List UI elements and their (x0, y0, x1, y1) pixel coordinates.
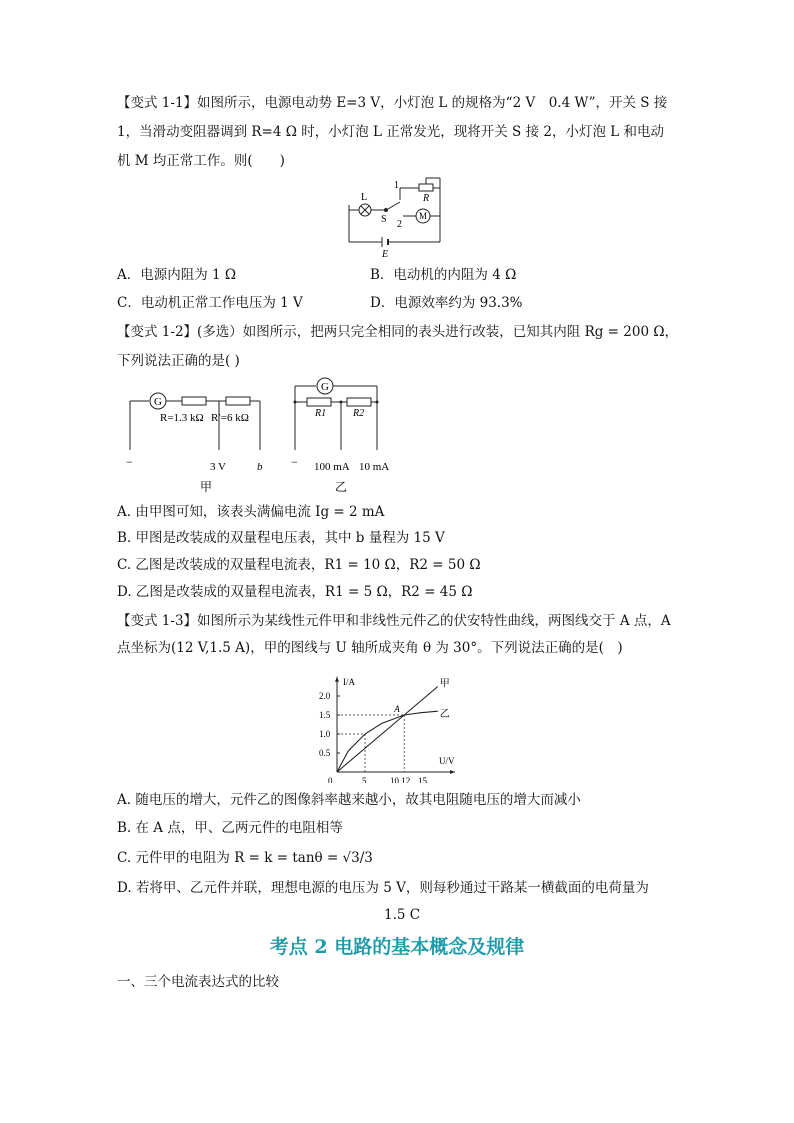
y-tick-label: 0.5 (319, 748, 331, 758)
label-L: L (361, 192, 368, 203)
series-label-1: 乙 (439, 709, 450, 721)
q1-option-a: A．电源内阻为 1 Ω (117, 267, 237, 283)
series-line-1 (337, 711, 438, 772)
label-2: 2 (397, 219, 402, 230)
q2-line2: 下列说法正确的是( ) (117, 353, 240, 369)
label-r-jia: R=1.3 kΩ (160, 412, 204, 424)
junction-dot (340, 401, 343, 404)
q3-option-a: A. 随电压的增大，元件乙的图像斜率越来越小，故其电阻随电压的增大而减小 (117, 792, 581, 808)
q1-line2: 1，当滑动变阻器调到 R=4 Ω 时，小灯泡 L 正常发光，现将开关 S 接 2，小灯泡 L 和电动 (117, 124, 665, 140)
label-S: S (381, 214, 387, 225)
label-R: R (423, 193, 430, 204)
y-tick-label: 1.0 (319, 729, 331, 739)
q2-line1: 【变式 1-2】(多选）如图所示，把两只完全相同的表头进行改装，已知其内阻 Rg = 200 Ω， (117, 324, 679, 340)
q3-option-b: B. 在 A 点，甲、乙两元件的电阻相等 (117, 820, 343, 836)
q2-option-a: A. 由甲图可知，该表头满偏电流 Ig = 2 mA (117, 504, 385, 520)
label-1: 1 (394, 180, 399, 191)
label-r1: R1 (315, 408, 327, 419)
x-axis-label: U/V (439, 756, 455, 766)
y-tick-label: 1.5 (319, 710, 331, 720)
label-3v: 3 V (210, 461, 226, 473)
label-r2-jia: R′=6 kΩ (211, 412, 249, 424)
y-tick-label: 2.0 (319, 691, 331, 701)
minus-jia: − (126, 455, 133, 469)
x-tick-label: 12 (401, 776, 411, 783)
point-a-label: A (394, 704, 400, 714)
q3-line2: 点坐标为(12 V,1.5 A)，甲的图线与 U 轴所成夹角 θ 为 30°。下列说法正确的是( ) (117, 640, 623, 656)
q1-option-d: D．电源效率约为 93.3% (370, 295, 523, 311)
label-M: M (419, 211, 428, 221)
q3-option-d: D. 若将甲、乙元件并联，理想电源的电压为 5 V，则每秒通过干路某一横截面的电荷量为 (117, 880, 649, 896)
section-subheading: 一、三个电流表达式的比较 (117, 974, 279, 990)
section-heading: 考点 2 电路的基本概念及规律 (269, 936, 525, 958)
x-tick-label: 5 (362, 776, 367, 783)
q3-line1: 【变式 1-3】如图所示为某线性元件甲和非线性元件乙的伏安特性曲线，两图线交于 A 点，A (117, 613, 671, 629)
x-tick-label: 10 (390, 776, 399, 783)
iv-characteristic-chart (315, 665, 475, 783)
label-100ma: 100 mA (314, 461, 350, 473)
q2-option-d: D. 乙图是改装成的双量程电流表，R1 = 5 Ω，R2 = 45 Ω (117, 584, 473, 600)
q1-line1: 【变式 1-1】如图所示，电源电动势 E=3 V，小灯泡 L 的规格为“2 V 0.4 W”，开关 S 接 (117, 95, 668, 111)
q1-line3: 机 M 均正常工作。则( ) (117, 153, 285, 169)
y-axis-label: I/A (343, 676, 355, 687)
q2-option-c: C. 乙图是改装成的双量程电流表，R1 = 10 Ω，R2 = 50 Ω (117, 557, 481, 573)
x-tick-label: 15 (418, 776, 427, 783)
series-line-0 (337, 687, 438, 773)
label-10ma: 10 mA (359, 461, 390, 473)
junction-dot (294, 401, 297, 404)
q1-option-c: C．电动机正常工作电压为 1 V (117, 295, 303, 311)
q1-option-b: B．电动机的内阻为 4 Ω (370, 267, 517, 283)
junction-dot (376, 401, 379, 404)
circuit-figure-jia (120, 378, 280, 496)
label-b: b (257, 461, 263, 473)
circuit-figure-1 (345, 175, 445, 260)
minus-yi: − (291, 455, 298, 469)
circuit-figure-yi (285, 372, 410, 496)
label-r2: R2 (353, 408, 365, 419)
galvanometer-yi: G (321, 381, 329, 393)
caption-jia: 甲 (200, 480, 213, 494)
q2-option-b: B. 甲图是改装成的双量程电压表，其中 b 量程为 15 V (117, 530, 445, 546)
x-tick-label: 0 (328, 776, 333, 783)
series-label-0: 甲 (439, 678, 450, 690)
y-axis-arrow (335, 677, 339, 682)
label-E: E (382, 249, 389, 260)
q3-option-d-continued: 1.5 C (384, 907, 421, 923)
x-axis-arrow (450, 770, 455, 774)
caption-yi: 乙 (335, 480, 348, 494)
galvanometer-jia: G (154, 396, 162, 408)
q3-option-c: C. 元件甲的电阻为 R = k = tanθ = √3/3 (117, 850, 373, 866)
